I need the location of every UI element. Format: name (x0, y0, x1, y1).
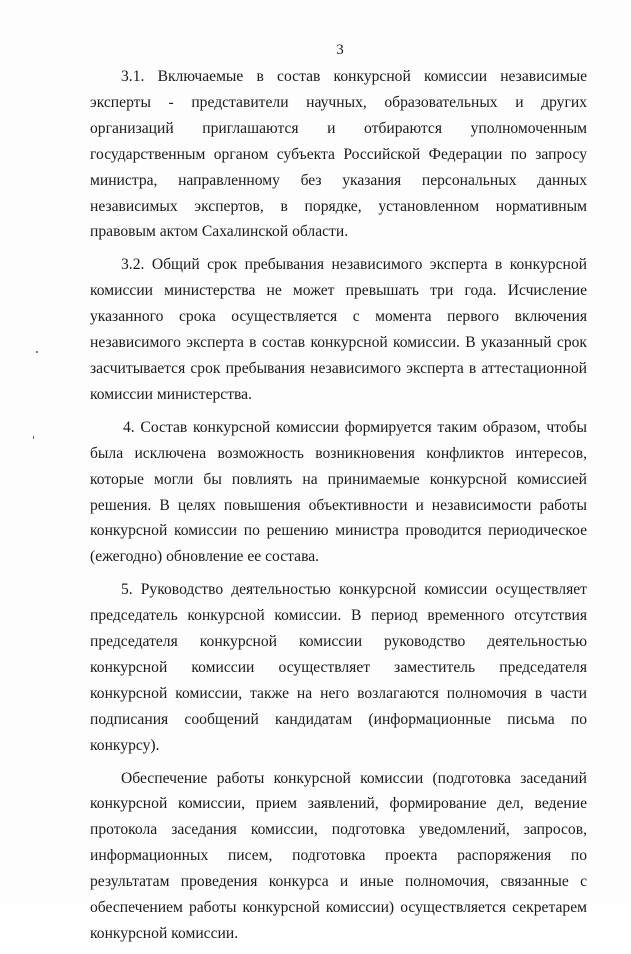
page-number: 3 (336, 42, 344, 58)
scan-speck (33, 436, 34, 439)
paragraph-3-2: 3.2. Общий срок пребывания независимого эксперта в конкурсной комиссии министерства не может превышать три года. Исчисление указанного срока осуществляется с момента первого включения независимого эксперта в состав конкурсной комиссии. В указанный срок засчитывается срок пребывания независимого эксперта в аттестационной комиссии министерства. (90, 256, 587, 403)
paragraph-5: 5. Руководство деятельностью конкурсной комиссии осуществляет председатель конкурсной комиссии. В период временного отсутствия председателя конкурсной комиссии руководство деятельностью конкурсной комиссии осуществляет заместитель председателя конкурсной комиссии, также на него возлагаются полномочия в части подписания сообщений кандидатам (информационные письма по конкурсу). (90, 581, 587, 754)
scan-speck (36, 351, 38, 353)
document-body (90, 64, 587, 954)
paragraph-4: 4. Состав конкурсной комиссии формируется таким образом, чтобы была исключена возможность возникновения конфликтов интересов, которые могли бы повлиять на принимаемые конкурсной комиссией решения. В целях повышения объективности и независимости работы конкурсной комиссии по решению министра проводится периодическое (ежегодно) обновление ее состава. (90, 418, 587, 566)
paragraph-secretary: Обеспечение работы конкурсной комиссии (подготовка заседаний конкурсной комиссии, прием заявлений, формирование дел, ведение протокола заседания комиссии, подготовка уведомлений, запросов, информационных писем, подготовка проекта распоряжения по результатам проведения конкурса и иные полномочия, связанные с обеспечением работы конкурсной комиссии) осуществляется секретарем конкурсной комиссии. (90, 769, 587, 942)
paragraph-3-1: 3.1. Включаемые в состав конкурсной комиссии независимые эксперты - представители научных, образовательных и других организаций приглашаются и отбираются уполномоченным государственным органом субъекта Российской Федерации по запросу министра, направленному без указания персональных данных независимых экспертов, в порядке, установленном нормативным правовым актом Сахалинской области. (90, 68, 587, 241)
